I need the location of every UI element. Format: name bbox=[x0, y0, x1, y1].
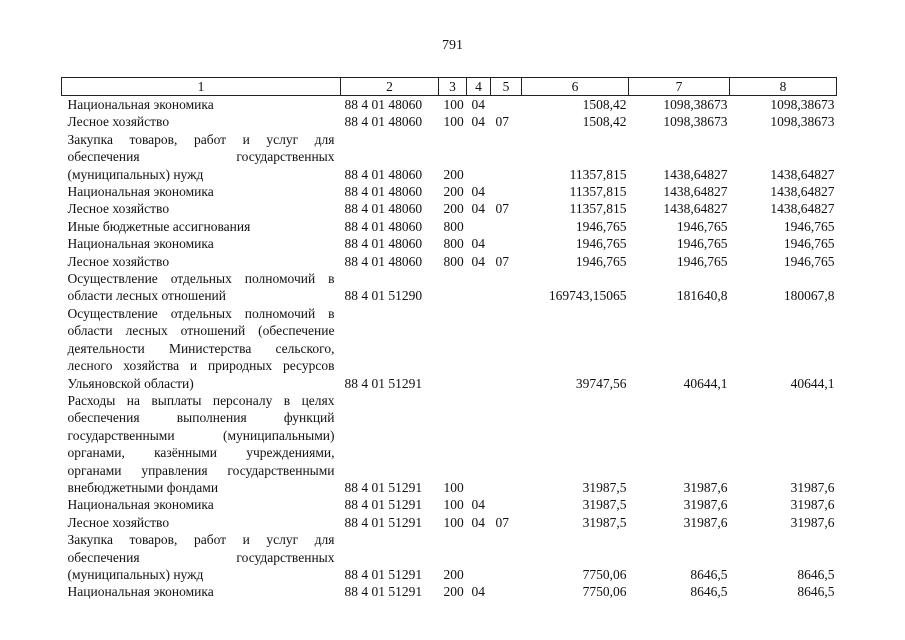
row-amount-col7-cell: 31987,6 bbox=[683, 497, 728, 513]
row-amount-col7-cell: 40644,1 bbox=[683, 375, 728, 391]
row-amount-col6-cell: 7750,06 bbox=[582, 584, 627, 600]
table-row bbox=[62, 253, 837, 270]
table-row bbox=[62, 131, 837, 183]
row-amount-col6-cell: 31987,5 bbox=[582, 479, 627, 495]
table-row bbox=[62, 218, 837, 235]
row-code-cell: 88 4 01 48060 bbox=[344, 201, 423, 217]
row-code-cell: 88 4 01 51291 bbox=[344, 479, 423, 495]
row-section-cell bbox=[467, 392, 491, 496]
header-row bbox=[62, 78, 837, 96]
row-subsection-cell bbox=[491, 496, 522, 513]
header-col-2: 2 bbox=[341, 78, 439, 96]
row-amount-col6-cell: 31987,5 bbox=[582, 514, 627, 530]
row-name-cell: Лесное хозяйство bbox=[67, 201, 170, 217]
row-amount-col8-cell: 31987,6 bbox=[790, 479, 835, 495]
row-amount-col6-cell: 1946,765 bbox=[575, 218, 627, 234]
row-amount-col8-cell: 180067,8 bbox=[783, 288, 835, 304]
row-section-cell: 04 bbox=[471, 114, 485, 130]
row-amount-col6-cell: 1946,765 bbox=[575, 253, 627, 269]
row-name-cell: Осуществление отдельных полномочий в области лесных отношений bbox=[67, 271, 335, 304]
row-subsection-cell bbox=[491, 270, 522, 305]
row-name-cell: Закупка товаров, работ и услуг для обеспечения государственных (муниципальных) нужд bbox=[67, 131, 335, 182]
row-amount-col7-cell: 8646,5 bbox=[690, 584, 728, 600]
row-amount-col6-cell: 7750,06 bbox=[582, 566, 627, 582]
header-col-6: 6 bbox=[522, 78, 629, 96]
row-expense-type-cell bbox=[439, 305, 467, 392]
row-name-cell: Лесное хозяйство bbox=[67, 114, 170, 130]
row-amount-col8-cell: 8646,5 bbox=[797, 584, 835, 600]
row-section-cell: 04 bbox=[471, 253, 485, 269]
row-section-cell: 04 bbox=[471, 201, 485, 217]
row-amount-col8-cell: 8646,5 bbox=[797, 566, 835, 582]
row-code-cell: 88 4 01 51291 bbox=[344, 497, 423, 513]
row-amount-col7-cell: 31987,6 bbox=[683, 514, 728, 530]
row-expense-type-cell: 200 bbox=[443, 201, 464, 217]
row-name-cell: Национальная экономика bbox=[67, 184, 214, 200]
budget-table bbox=[61, 77, 837, 601]
header-col-8: 8 bbox=[730, 78, 837, 96]
table-row bbox=[62, 235, 837, 252]
row-section-cell bbox=[467, 305, 491, 392]
table-row bbox=[62, 392, 837, 496]
row-expense-type-cell: 200 bbox=[443, 184, 464, 200]
table-row bbox=[62, 96, 837, 114]
header-col-4: 4 bbox=[467, 78, 491, 96]
row-amount-col8-cell: 1946,765 bbox=[783, 218, 835, 234]
table-row bbox=[62, 200, 837, 217]
row-expense-type-cell: 100 bbox=[443, 114, 464, 130]
row-subsection-cell bbox=[491, 96, 522, 114]
row-section-cell bbox=[467, 218, 491, 235]
row-amount-col6-cell: 1508,42 bbox=[582, 114, 627, 130]
row-section-cell bbox=[467, 131, 491, 183]
row-amount-col8-cell: 1438,64827 bbox=[770, 166, 835, 182]
header-col-5: 5 bbox=[491, 78, 522, 96]
table-row bbox=[62, 113, 837, 130]
row-name-cell: Национальная экономика bbox=[67, 584, 214, 600]
row-amount-col7-cell: 1438,64827 bbox=[663, 166, 728, 182]
row-subsection-cell: 07 bbox=[495, 514, 509, 530]
row-section-cell bbox=[467, 531, 491, 583]
row-amount-col7-cell: 1946,765 bbox=[676, 253, 728, 269]
row-section-cell: 04 bbox=[471, 584, 485, 600]
row-name-cell: Лесное хозяйство bbox=[67, 253, 170, 269]
row-expense-type-cell: 200 bbox=[443, 566, 464, 582]
table-row bbox=[62, 496, 837, 513]
row-subsection-cell bbox=[491, 583, 522, 600]
row-code-cell: 88 4 01 51291 bbox=[344, 566, 423, 582]
row-expense-type-cell bbox=[439, 270, 467, 305]
row-amount-col8-cell: 31987,6 bbox=[790, 514, 835, 530]
row-code-cell: 88 4 01 51290 bbox=[344, 288, 423, 304]
row-expense-type-cell: 100 bbox=[443, 479, 464, 495]
row-code-cell: 88 4 01 48060 bbox=[344, 184, 423, 200]
row-subsection-cell bbox=[491, 183, 522, 200]
row-code-cell: 88 4 01 48060 bbox=[344, 97, 423, 112]
row-code-cell: 88 4 01 48060 bbox=[344, 253, 423, 269]
row-expense-type-cell: 200 bbox=[443, 584, 464, 600]
row-amount-col8-cell: 1438,64827 bbox=[770, 184, 835, 200]
row-section-cell: 04 bbox=[471, 497, 485, 513]
row-amount-col8-cell: 1946,765 bbox=[783, 253, 835, 269]
row-section-cell bbox=[467, 270, 491, 305]
page-number: 791 bbox=[442, 38, 463, 53]
row-amount-col7-cell: 8646,5 bbox=[690, 566, 728, 582]
table-row bbox=[62, 514, 837, 531]
row-amount-col8-cell: 1946,765 bbox=[783, 236, 835, 252]
row-subsection-cell: 07 bbox=[495, 253, 509, 269]
row-expense-type-cell: 800 bbox=[443, 253, 464, 269]
row-section-cell: 04 bbox=[471, 184, 485, 200]
row-amount-col7-cell: 1438,64827 bbox=[663, 201, 728, 217]
row-name-cell: Национальная экономика bbox=[67, 497, 214, 513]
row-expense-type-cell: 200 bbox=[443, 166, 464, 182]
row-amount-col7-cell: 181640,8 bbox=[676, 288, 728, 304]
row-amount-col6-cell: 169743,15065 bbox=[548, 288, 627, 304]
row-amount-col6-cell: 1508,42 bbox=[582, 97, 627, 112]
row-section-cell: 04 bbox=[471, 97, 485, 112]
row-amount-col8-cell: 31987,6 bbox=[790, 497, 835, 513]
row-name-cell: Национальная экономика bbox=[67, 97, 214, 112]
row-amount-col7-cell: 1098,38673 bbox=[663, 97, 728, 112]
row-name-cell: Осуществление отдельных полномочий в области лесных отношений (обеспечение деятельности Министерства сельского, лесного хозяйства и природных ресурсов Ульяновской области) bbox=[67, 305, 335, 391]
header-col-1: 1 bbox=[62, 78, 341, 96]
row-amount-col7-cell: 31987,6 bbox=[683, 479, 728, 495]
header-col-3: 3 bbox=[439, 78, 467, 96]
row-subsection-cell bbox=[491, 218, 522, 235]
row-amount-col8-cell: 1098,38673 bbox=[770, 97, 835, 112]
row-code-cell: 88 4 01 48060 bbox=[344, 166, 423, 182]
table-row bbox=[62, 183, 837, 200]
table-row bbox=[62, 583, 837, 600]
row-amount-col8-cell: 1098,38673 bbox=[770, 114, 835, 130]
row-amount-col8-cell: 40644,1 bbox=[790, 375, 835, 391]
row-expense-type-cell: 100 bbox=[443, 514, 464, 530]
table-row bbox=[62, 305, 837, 392]
row-amount-col6-cell: 1946,765 bbox=[575, 236, 627, 252]
row-amount-col7-cell: 1438,64827 bbox=[663, 184, 728, 200]
table-header bbox=[62, 78, 837, 96]
row-subsection-cell: 07 bbox=[495, 114, 509, 130]
header-col-7: 7 bbox=[629, 78, 730, 96]
row-code-cell: 88 4 01 51291 bbox=[344, 375, 423, 391]
row-amount-col7-cell: 1946,765 bbox=[676, 236, 728, 252]
row-code-cell: 88 4 01 51291 bbox=[344, 514, 423, 530]
row-name-cell: Иные бюджетные ассигнования bbox=[67, 218, 251, 234]
row-expense-type-cell: 100 bbox=[443, 497, 464, 513]
row-section-cell: 04 bbox=[471, 514, 485, 530]
row-subsection-cell bbox=[491, 305, 522, 392]
row-amount-col6-cell: 11357,815 bbox=[569, 184, 627, 200]
row-code-cell: 88 4 01 48060 bbox=[344, 114, 423, 130]
row-code-cell: 88 4 01 48060 bbox=[344, 218, 423, 234]
row-amount-col6-cell: 31987,5 bbox=[582, 497, 627, 513]
row-amount-col6-cell: 11357,815 bbox=[569, 166, 627, 182]
row-code-cell: 88 4 01 48060 bbox=[344, 236, 423, 252]
row-subsection-cell: 07 bbox=[495, 201, 509, 217]
row-subsection-cell bbox=[491, 131, 522, 183]
row-name-cell: Закупка товаров, работ и услуг для обеспечения государственных (муниципальных) нужд bbox=[67, 532, 335, 582]
row-subsection-cell bbox=[491, 235, 522, 252]
row-amount-col7-cell: 1946,765 bbox=[676, 218, 728, 234]
row-amount-col8-cell: 1438,64827 bbox=[770, 201, 835, 217]
row-expense-type-cell: 100 bbox=[443, 97, 464, 112]
row-subsection-cell bbox=[491, 392, 522, 496]
row-name-cell: Национальная экономика bbox=[67, 236, 214, 252]
row-amount-col6-cell: 11357,815 bbox=[569, 201, 627, 217]
row-amount-col6-cell: 39747,56 bbox=[575, 375, 627, 391]
row-name-cell: Лесное хозяйство bbox=[67, 514, 170, 530]
row-subsection-cell bbox=[491, 531, 522, 583]
row-name-cell: Расходы на выплаты персоналу в целях обеспечения выполнения функций государственными (муниципальными) органами, казёнными учреждениями, органами управления государственными внебюджетными фондами bbox=[67, 392, 335, 495]
row-section-cell: 04 bbox=[471, 236, 485, 252]
table-row bbox=[62, 531, 837, 583]
row-expense-type-cell: 800 bbox=[443, 218, 464, 234]
table-row bbox=[62, 270, 837, 305]
row-amount-col7-cell: 1098,38673 bbox=[663, 114, 728, 130]
row-expense-type-cell: 800 bbox=[443, 236, 464, 252]
table-body bbox=[62, 96, 837, 601]
row-code-cell: 88 4 01 51291 bbox=[344, 584, 423, 600]
